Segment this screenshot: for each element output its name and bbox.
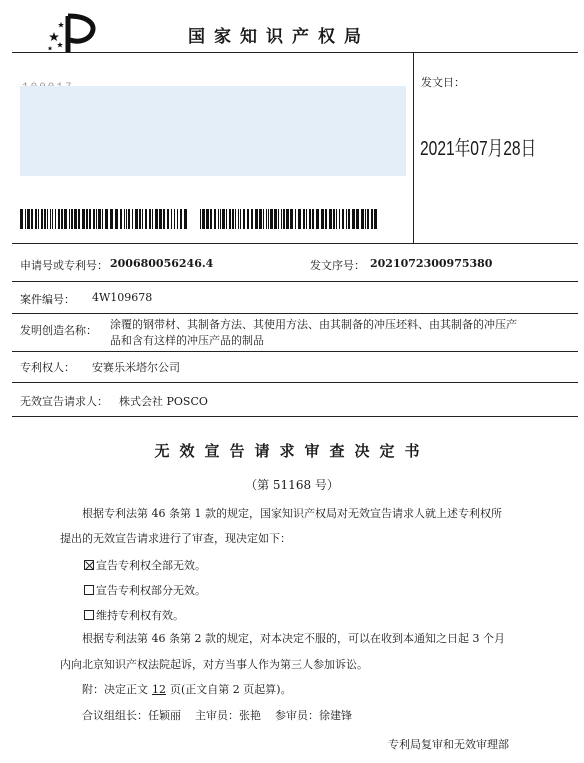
option-invalidate-all [84,557,206,573]
checkbox-empty-icon [84,610,94,620]
case-number-label: 案件编号： [20,293,75,306]
option-invalidate-partial [84,582,206,598]
attachment-suffix: 页(正文自第 2 页起算)。 [170,683,292,696]
decision-number: （第 51168 号） [245,478,339,492]
divider [12,313,578,314]
panel-members: 合议组组长：任颖丽 主审员：张艳 参审员：徐建锋 [82,709,352,722]
attachment-pages: 12 [152,683,166,696]
requester-label: 无效宣告请求人： [20,395,108,408]
serial-number-label: 发文序号： [310,259,365,272]
paragraph-2-line2: 内向北京知识产权法院起诉，对方当事人作为第三人参加诉讼。 [60,658,368,671]
option-label: 宣告专利权全部无效。 [96,559,206,572]
case-number-value: 4W109678 [92,291,153,304]
barcode-right [200,209,380,229]
date-value: 2021年07月28日 [420,138,537,160]
issuing-department: 专利局复审和无效审理部 [388,738,509,751]
checkbox-checked-icon [84,560,94,570]
divider-vertical [413,52,414,243]
redaction-box [20,86,406,176]
serial-number-value: 2021072300975380 [370,257,493,270]
divider [12,243,578,244]
patentee-label: 专利权人： [20,361,75,374]
cnipa-logo-icon [46,12,102,56]
invention-title-line1: 涂覆的钢带材、其制备方法、其使用方法、由其制备的冲压坯料、由其制备的冲压产 [110,318,517,331]
attachment-note [82,677,292,702]
divider [12,52,578,53]
patentee-value: 安赛乐米塔尔公司 [92,361,180,374]
option-label: 宣告专利权部分无效。 [96,584,206,597]
attachment-prefix: 附：决定正文 [82,683,148,696]
option-label: 维持专利权有效。 [96,609,184,622]
barcode-left [20,209,190,229]
paragraph-2-line1: 根据专利法第 46 条第 2 款的规定，对本决定不服的，可以在收到本通知之日起 3 个月 [82,632,505,645]
decision-title: 无效宣告请求审查决定书 [154,442,430,460]
divider [12,382,578,383]
requester-value: 株式会社 POSCO [119,395,208,408]
invention-title-label: 发明创造名称： [20,324,97,337]
application-number-label: 申请号或专利号： [20,259,108,272]
invention-title-line2: 品和含有这样的冲压产品的制品 [110,334,264,347]
divider [12,416,578,417]
divider [12,351,578,352]
divider [12,281,578,282]
checkbox-empty-icon [84,585,94,595]
paragraph-1-line1: 根据专利法第 46 条第 1 款的规定，国家知识产权局对无效宣告请求人就上述专利权所 [82,507,502,520]
office-name: 国家知识产权局 [188,27,370,47]
paragraph-1-line2: 提出的无效宣告请求进行了审查，现决定如下： [60,532,291,545]
application-number-value: 200680056246.4 [110,257,214,270]
date-label: 发文日： [421,76,465,89]
option-maintain-valid [84,607,184,623]
